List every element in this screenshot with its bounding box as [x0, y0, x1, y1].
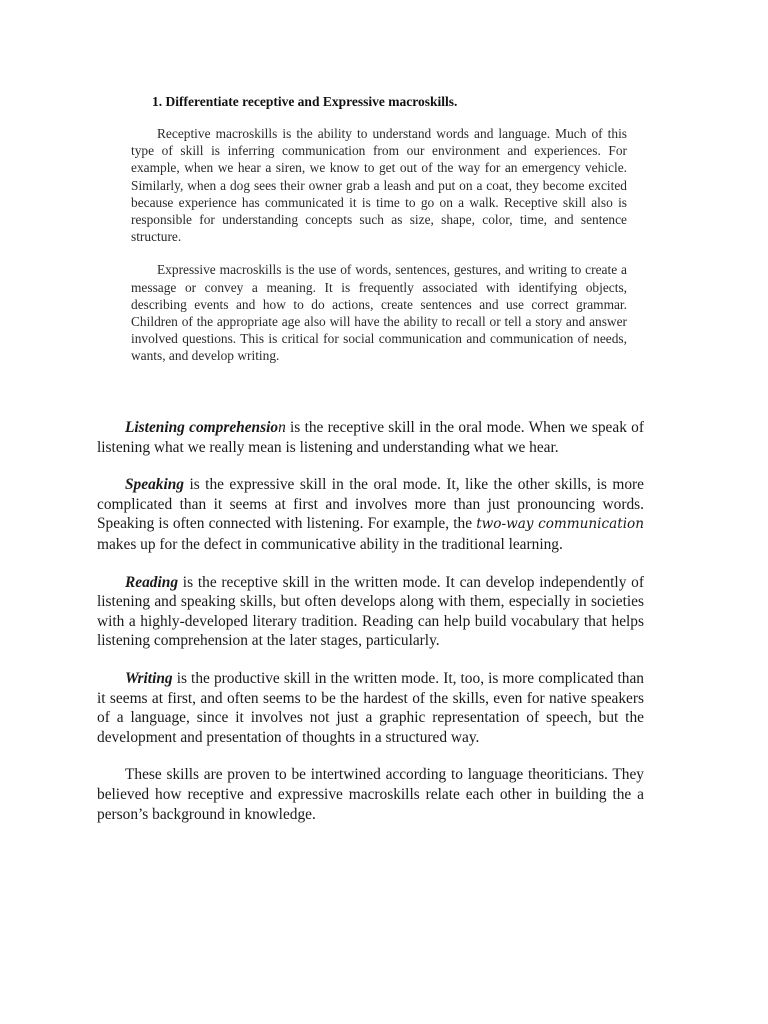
listening-text: is the receptive skill in the oral mode. When we speak of listening what we really mean is listening and understanding what we hear. — [97, 419, 644, 456]
writing-term: Writing — [125, 669, 173, 687]
writing-paragraph — [97, 669, 644, 747]
speaking-paragraph — [97, 475, 644, 554]
reading-paragraph — [97, 573, 644, 651]
writing-text: is the productive skill in the written mode. It, too, is more complicated than it seems at first, and often seems to be the hardest of the skills, even for native speakers of a language, since it involves not just a graphic representation of speech, but the development and presentation of thoughts in a structured way. — [97, 669, 644, 746]
speaking-term: Speaking — [125, 476, 185, 494]
question-section — [131, 93, 627, 381]
reading-term: Reading — [125, 573, 179, 591]
speaking-text-before: is the expressive skill in the oral mode. It, like the other skills, is more complicated than it seems at first and involves more than just pronouncing words. Speaking is often connected with listening. For example, the — [97, 476, 644, 533]
skills-section — [97, 418, 644, 842]
receptive-macroskills-paragraph: Receptive macroskills is the ability to understand words and language. Much of this type of skill is inferring communication from our environment and experiences. For example, when we hear a siren, we know to get out of the way for an emergency vehicle. Similarly, when a dog sees their owner grab a leash and put on a coat, they become excited because experience has communicated it is time to go on a walk. Receptive skill also is responsible for understanding concepts such as size, shape, color, time, and sentence structure. — [131, 126, 627, 245]
expressive-macroskills-paragraph: Expressive macroskills is the use of words, sentences, gestures, and writing to create a message or convey a meaning. It is frequently associated with identifying objects, describing events and how to do actions, create sentences and use correct grammar. Children of the appropriate age also will have the ability to recall or tell a story and answer involved questions. This is critical for social communication and communication of needs, wants, and develop writing. — [131, 262, 627, 364]
reading-text: is the receptive skill in the written mode. It can develop independently of listening and speaking skills, but often develops along with them, especially in societies with a highly-developed literary tradition. Reading can help build vocabulary that helps listening comprehension at the later stages, particularly. — [97, 573, 644, 650]
question-heading: 1. Differentiate receptive and Expressive macroskills. — [152, 94, 458, 109]
speaking-text-after: makes up for the defect in communicative ability in the traditional learning. — [97, 535, 563, 553]
listening-paragraph — [97, 418, 644, 457]
two-way-communication-phrase: two-way communication — [476, 516, 644, 533]
listening-term: Listening comprehension — [125, 419, 286, 436]
closing-paragraph: These skills are proven to be intertwined according to language theoriticians. They believed how receptive and expressive macroskills relate each other in building the a person’s background in knowledge. — [97, 766, 644, 823]
